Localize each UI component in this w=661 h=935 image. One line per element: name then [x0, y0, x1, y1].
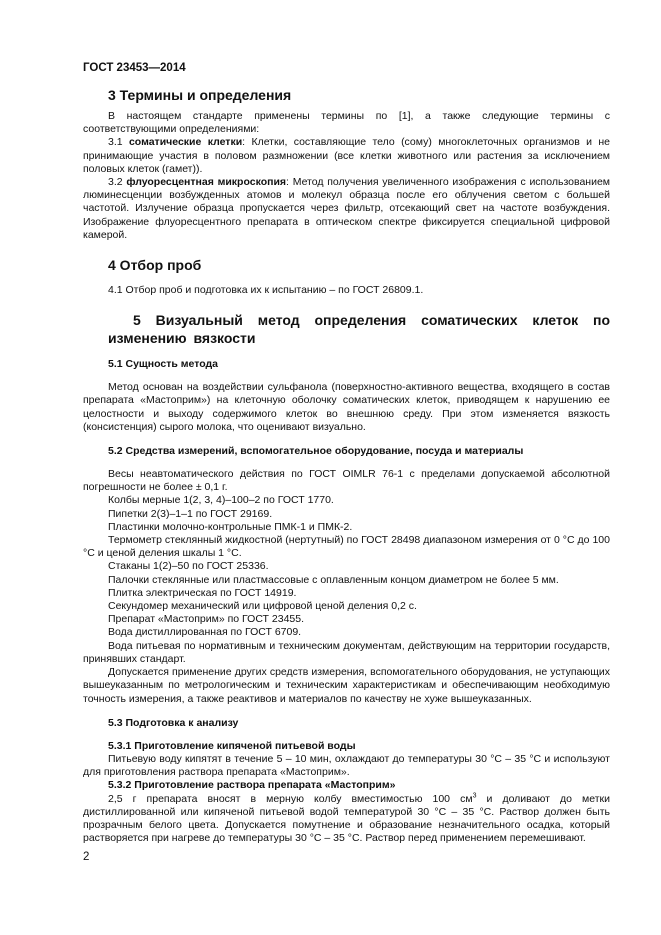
section-5-3-1-title: 5.3.1 Приготовление кипяченой питьевой воды [108, 739, 356, 752]
equipment-item: Колбы мерные 1(2, 3, 4)–100–2 по ГОСТ 1770. [108, 494, 334, 507]
equipment-item: Стаканы 1(2)–50 по ГОСТ 25336. [108, 560, 269, 573]
equipment-item: Термометр стеклянный жидкостной (нертутный) по ГОСТ 28498 диапазоном измерения от 0 °С до 100 °С и ценой деления шкалы 1 °С. [83, 534, 610, 560]
section-5-1-text: Метод основан на воздействии сульфанола (поверхностно-активного вещества, входящего в состав препарата «Мастоприм») на клеточную оболочку соматических клеток, приводящем к нарушению ее целостности и выходу содержимого клеток во внешнюю среду. При этом изменяется вязкость (консистенция) сырого молока, что оценивают визуально. [83, 381, 610, 433]
section-5-title-text: 5 Визуальный метод определения соматических клеток по изменению вязкости [108, 312, 610, 347]
term-3-2-num: 3.2 [108, 176, 127, 189]
section-5-2-title: 5.2 Средства измерений, вспомогательное оборудование, посуда и материалы [108, 445, 524, 458]
equipment-item: Весы неавтоматического действия по ГОСТ OIMLR 76-1 с пределами допускаемой абсолютной погрешности не более ± 0,1 г. [83, 468, 610, 494]
term-3-1-text: : Клетки, составляющие тело (сому) многоклеточных организмов и не принимающие участия в половом размножении (все клетки животного или растения за исключением половых клеток (гамет)). [83, 136, 611, 175]
term-3-1-term: соматические клетки [128, 136, 243, 149]
equipment-item: Препарат «Мастоприм» по ГОСТ 23455. [108, 613, 305, 626]
section-5-3-2-title: 5.3.2 Приготовление раствора препарата «Мастоприм» [108, 779, 396, 792]
doc-code-header: ГОСТ 23453—2014 [83, 62, 186, 74]
equipment-item: Палочки стеклянные или пластмассовые с оплавленным концом диаметром не более 5 мм. [108, 573, 559, 586]
term-3-2-term: флуоресцентная микроскопия [126, 176, 287, 189]
equipment-item: Плитка электрическая по ГОСТ 14919. [108, 586, 297, 599]
term-3-1 [83, 136, 610, 176]
equipment-item: Пипетки 2(3)–1–1 по ГОСТ 29169. [108, 507, 273, 520]
section-5-3-2-text-a: 2,5 г препарата вносят в мерную колбу вместимостью 100 см [108, 792, 473, 805]
page-number: 2 [83, 851, 90, 863]
equipment-item: Вода питьевая по нормативным и техническим документам, действующим на территории государств, принявших стандарт. [83, 639, 610, 665]
equipment-item: Пластинки молочно-контрольные ПМК-1 и ПМК-2. [108, 520, 353, 533]
superscript-3: 3 [472, 792, 477, 800]
term-3-2-text: : Метод получения увеличенного изображения с использованием люминесценции возбужденных атомов и молекул образца после его облучения светом с большей частотой. Излучение образца пропускается через фильтр, отсекающий свет на частоте возбуждения. Изображение флуоресцентного препарата в оптическом спектре фиксируется специальной цифровой камерой. [83, 176, 611, 241]
section-5-3-title: 5.3 Подготовка к анализу [108, 716, 239, 729]
equipment-item: Секундомер механический или цифровой ценой деления 0,2 с. [108, 600, 417, 613]
section-4-1: 4.1 Отбор проб и подготовка их к испытанию – по ГОСТ 26809.1. [108, 284, 424, 297]
term-3-2 [83, 176, 610, 242]
equipment-item: Допускается применение других средств измерения, вспомогательного оборудования, не уступающих вышеуказанным по метрологическим и техническим характеристикам и обеспечивающим необходимую точность измерения, а также реактивов и материалов по качеству не хуже вышеуказанных. [83, 666, 610, 705]
term-3-1-num: 3.1 [108, 136, 129, 149]
section-5-3-2-text [83, 793, 610, 846]
section-5-3-1-text: Питьевую воду кипятят в течение 5 – 10 мин, охлаждают до температуры 30 °С – 35 °С и используют для приготовления раствора препарата «Мастоприм». [83, 752, 610, 779]
section-5-title [108, 311, 610, 347]
equipment-item: Вода дистиллированная по ГОСТ 6709. [108, 626, 302, 639]
section-5-1-title: 5.1 Сущность метода [108, 358, 219, 371]
page-content [83, 86, 610, 845]
section-3-title: 3 Термины и определения [108, 87, 292, 103]
section-4-title: 4 Отбор проб [108, 257, 202, 274]
section-5-3-2-text-b: и доливают до метки дистиллированной или кипяченой питьевой водой температурой 30 °С – 35 °С. Раствор должен быть прозрачным белого цвета. Допускается помутнение и образование незначительного осадка, который растворяется при нагреве до температуры 30 °С – 35 °С. Раствор перед применением перемешивают. [83, 792, 610, 845]
section-3-intro: В настоящем стандарте применены термины по [1], а также следующие термины с соответствующими определениями: [83, 110, 610, 136]
